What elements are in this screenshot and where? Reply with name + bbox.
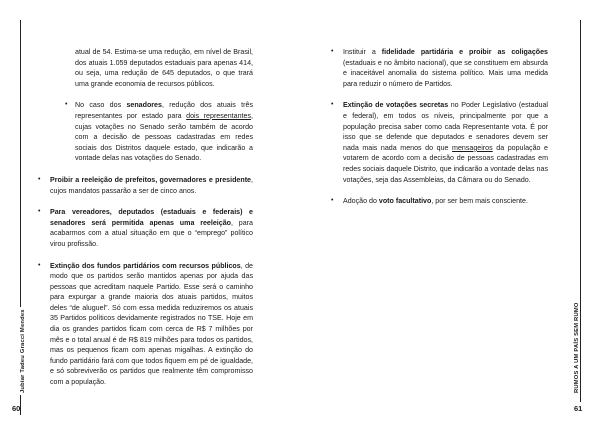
bullet-dot: • bbox=[65, 101, 68, 109]
text-run: No caso dos bbox=[75, 101, 127, 110]
bullet-uma-reeleicao bbox=[38, 207, 253, 249]
running-head-title: RUMOS A UM PAÍS SEM RUMO bbox=[574, 302, 580, 393]
text-run: da população e votarem de acordo com a decisão de pessoas cadastradas em redes sociais daquele Distrito, que indicarão a vontade delas nas votações, seja das Assembleias, da Câmara ou do Senado. bbox=[343, 143, 548, 184]
bullet-dot: • bbox=[38, 175, 41, 183]
text-run: , para acabarmos com a atual situação em que o “emprego” político virou profissão. bbox=[50, 218, 253, 248]
text-run: , cujos mandatos passarão a ser de cinco anos. bbox=[50, 175, 253, 195]
bullet-fundos bbox=[38, 261, 253, 388]
bullet-dot: • bbox=[38, 208, 41, 216]
bold-text: Extinção de votações secretas bbox=[343, 101, 449, 110]
text-run: no Poder Legislativo (estadual e federal), em todos os níveis, principalmente por que a população precisa saber como cada Representante vota. É por isso que se defende que deputados e senadores devem ser nada mais nada menos do que bbox=[343, 101, 549, 152]
bullet-dot: • bbox=[331, 48, 334, 55]
underlined-text: dois representantes bbox=[186, 111, 252, 120]
bullet-text bbox=[50, 208, 253, 248]
bold-text: Extinção dos fundos partidários com recursos públicos bbox=[50, 261, 241, 270]
bullet-text bbox=[75, 101, 253, 162]
bullet-dot: • bbox=[331, 197, 334, 205]
text-run: Adoção do bbox=[343, 197, 379, 206]
bullet-text bbox=[343, 101, 548, 183]
bold-text: voto facultativo bbox=[378, 197, 432, 206]
bullet-votacoes-secretas bbox=[331, 100, 549, 185]
bold-text: fidelidade partidária e proibir as coligações bbox=[381, 48, 548, 56]
bullet-senadores bbox=[50, 100, 253, 164]
bullet-dot: • bbox=[38, 261, 41, 269]
bullet-dot: • bbox=[331, 101, 334, 109]
underlined-text: mensageiros bbox=[452, 143, 493, 152]
bold-text: Para vereadores, deputados (estaduais e federais) e senadores será permitida apenas uma reeleição bbox=[50, 208, 253, 227]
intro-paragraph: atual de 54. Estima-se uma redução, em nível de Brasil, dos atuais 1.059 deputados estaduais para apenas 414, ou seja, uma redução de 645 deputados, o que trará uma grande economia de recursos públicos. bbox=[75, 48, 253, 88]
text-run: (estaduais e no âmbito nacional), que se constituem em absurda e inaceitável anomalia do sistema político. Mais uma medida para reduzir o número de Partidos. bbox=[343, 58, 548, 88]
right-page bbox=[300, 0, 600, 425]
text-run: , de modo que os partidos serão mantidos apenas por ajuda das pessoas que acreditam naquele Partido. Esse será o caminho para expurgar a grande maioria dos atuais partidos, muitos deles “de aluguel”. Só com essa medida reduziremos os atuais 35 Partidos políticos devidamente registrados no TSE. Hoje em dia os grandes partidos ficam com cerca de R$ 7 milhões por mês e o total anual é de R$ 819 milhões para todos os partidos, mas os pequenos ficam com apenas migalhas. A extinção do fundo partidário fará com que todos fiquem em pé de igualdade, e só sobreviverão os partidos que realmente têm compromisso com a população. bbox=[50, 261, 253, 387]
text-run: Instituir a bbox=[343, 48, 382, 56]
bullet-reeleicao bbox=[38, 175, 253, 196]
running-head-author: Jubiar Tadeu Gracci Mendes bbox=[20, 309, 26, 393]
page-number: 60 bbox=[12, 404, 21, 413]
bold-text: senadores bbox=[126, 101, 162, 110]
bullet-text bbox=[343, 197, 528, 205]
bold-text: Proibir a reeleição de prefeitos, governadores e presidente bbox=[50, 175, 252, 184]
bullet-text bbox=[50, 176, 253, 195]
text-run: , por ser bem mais consciente. bbox=[431, 197, 528, 206]
right-margin-rule bbox=[580, 20, 581, 415]
bullet-voto-facultativo bbox=[331, 196, 548, 207]
bullet-text bbox=[50, 262, 253, 387]
left-text-column bbox=[38, 47, 253, 388]
text-run: , redução dos atuais três representantes por estado para bbox=[75, 101, 253, 120]
text-run: , cujas votações no Senado serão também de acordo com a decisão de pessoas cadastradas em redes sociais dos Distritos daquele estado, que indicarão a vontade delas nas votações do Senado. bbox=[75, 111, 253, 163]
bullet-fidelidade bbox=[331, 47, 548, 89]
page-number: 61 bbox=[574, 404, 583, 413]
right-text-column bbox=[331, 47, 549, 207]
bullet-text bbox=[343, 48, 548, 88]
